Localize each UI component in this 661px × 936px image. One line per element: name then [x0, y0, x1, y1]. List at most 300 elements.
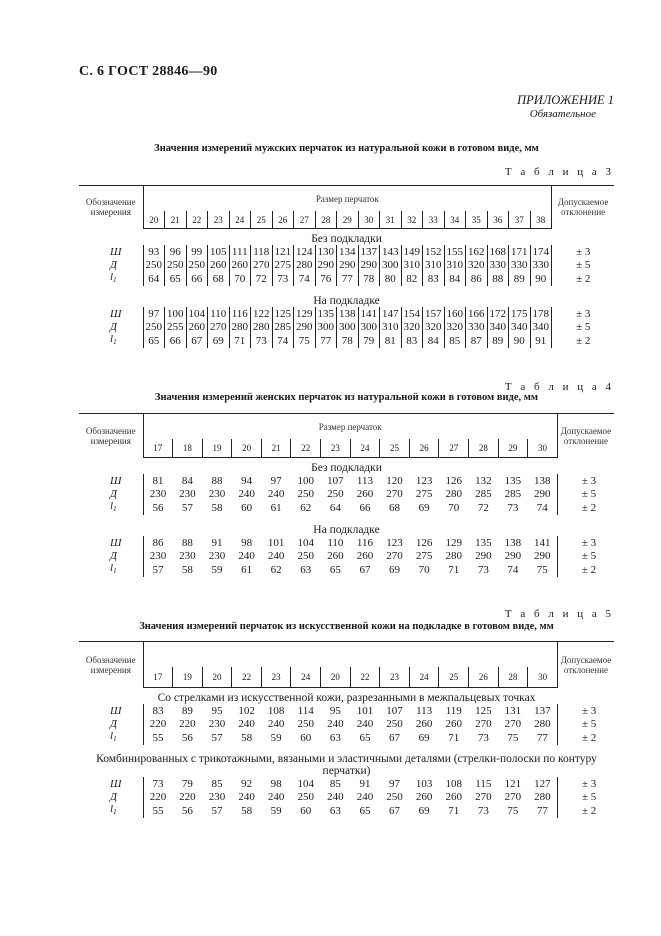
table5-value-cell: 220 [179, 717, 196, 730]
table4-value-cell: 275 [415, 487, 433, 500]
table4-value-cell: 230 [208, 549, 226, 562]
table5-value-cell: 97 [389, 777, 401, 790]
table3-value-cell: 143 [380, 245, 402, 258]
table3-value-cell: 121 [272, 245, 294, 258]
table4-row-label-text: Д [110, 549, 117, 562]
table4-row-label-text: Ш [110, 536, 122, 549]
table4-value-cell: 260 [327, 549, 344, 562]
table3-value-cell: 154 [401, 307, 423, 320]
table5-row-label-text: Ш [110, 777, 122, 790]
table4-value-cell: 100 [297, 474, 315, 487]
table3-value-cell: 250 [186, 258, 208, 271]
table3-label: Т а б л и ц а 3 [504, 166, 614, 178]
table3-value-cell: 125 [272, 307, 294, 320]
table3-value-cell: 118 [251, 245, 273, 258]
table4-value-cell: 63 [300, 563, 312, 576]
table3-tolerance-cell: ± 3 [576, 245, 591, 258]
table3-tolerance-header: Допускаемое отклонение [552, 186, 615, 229]
table4-value-cell: 69 [418, 501, 430, 514]
table4-size-cell: 23 [321, 439, 351, 458]
table5-value-cell: 240 [327, 717, 344, 730]
table3-size-cell: 20 [143, 211, 165, 229]
table4-value-cell: 280 [445, 549, 462, 562]
table3-tolerance-cell: ± 2 [576, 272, 591, 285]
table4-value-cell: 70 [418, 563, 430, 576]
table4-value-cell: 58 [211, 501, 223, 514]
table4-value-cell: 290 [504, 549, 522, 562]
table4-value-cell: 132 [475, 474, 492, 487]
table5-value-cell: 280 [528, 717, 558, 730]
table4-size-cell: 26 [409, 439, 439, 458]
table3-value-cell: 171 [509, 245, 531, 258]
table4-value-cell: 260 [356, 487, 374, 500]
table3-value-cell: 290 [315, 258, 337, 271]
table4-value-cell: 120 [386, 474, 403, 487]
table5-value-cell: 113 [416, 704, 433, 717]
table3-value-cell: 260 [229, 258, 251, 271]
table5-value-cell: 114 [297, 704, 314, 717]
table4-value-cell: 59 [211, 563, 223, 576]
table3-tolerance-cell: ± 5 [576, 258, 591, 271]
table3-value-cell: 116 [229, 307, 251, 320]
table3-size-cell: 33 [423, 211, 445, 229]
table5-value-cell: 95 [211, 704, 223, 717]
table4-tolerance-cell: ± 2 [581, 563, 597, 576]
table3-value-cell: 300 [337, 320, 359, 333]
table5-size-cell: 20 [321, 667, 351, 688]
table3-size-cell: 28 [315, 211, 337, 229]
table5-value-cell: 270 [504, 790, 522, 803]
table3-value-cell: 84 [444, 271, 466, 286]
table4-value-cell: 74 [528, 500, 558, 515]
table3-value-cell: 340 [487, 320, 509, 333]
table3-value-cell: 320 [401, 320, 423, 333]
table5-value-cell: 98 [270, 777, 282, 790]
table3-value-cell: 330 [530, 258, 552, 271]
table3-row-label-text: Д [110, 320, 117, 333]
table3-row-label [79, 333, 143, 348]
table5-value-cell: 67 [389, 804, 401, 817]
table3-value-cell: 178 [530, 307, 552, 320]
table3-value-cell: 135 [315, 307, 337, 320]
table5-value-cell: 57 [211, 804, 223, 817]
table5-value-cell: 131 [504, 704, 522, 717]
table4-value-cell: 290 [528, 549, 558, 562]
table5-data-row [79, 704, 614, 717]
table4-value-cell: 107 [327, 474, 344, 487]
table3-value-cell: 172 [487, 307, 509, 320]
table4-value-cell: 230 [179, 549, 196, 562]
table5-size-cell: 25 [439, 667, 469, 688]
table5-size-cell: 28 [498, 667, 528, 688]
table3-row-label-sub: 1 [113, 338, 117, 346]
table3-value-cell: 162 [466, 245, 488, 258]
table3-value-cell: 110 [208, 307, 230, 320]
table4-value-cell: 110 [327, 536, 344, 549]
table5-size-cell: 26 [469, 667, 499, 688]
table3-row-label [79, 258, 143, 271]
table3-section-title-row [79, 229, 614, 246]
table3-section-title: Без подкладки [311, 232, 382, 245]
table5-value-cell: 240 [267, 790, 285, 803]
table5-value-cell: 59 [270, 804, 282, 817]
table4-data-row [79, 549, 614, 562]
table4-tolerance-header: Допускаемое отклонение [557, 414, 614, 458]
table4-tolerance-cell: ± 3 [581, 474, 597, 487]
table5-value-cell: 83 [152, 704, 164, 717]
table4-value-cell: 62 [270, 563, 282, 576]
table4-value-cell: 57 [181, 501, 193, 514]
table5-value-cell: 270 [475, 717, 492, 730]
table4-value-cell: 135 [504, 474, 522, 487]
table3-size-cell: 22 [186, 211, 208, 229]
table3-value-cell: 70 [229, 271, 251, 286]
table4-value-cell: 230 [208, 487, 226, 500]
table4-size-cell: 28 [469, 439, 499, 458]
table4-value-cell: 113 [356, 474, 373, 487]
appendix-block [517, 93, 614, 121]
table4-row-label-text: Д [110, 487, 117, 500]
table3-value-cell: 290 [294, 320, 316, 333]
table3-row-label-sub: 1 [113, 276, 117, 284]
table5-value-cell: 67 [389, 731, 401, 744]
table4-value-cell: 250 [297, 549, 315, 562]
table5-value-cell: 240 [327, 790, 344, 803]
table5-row-label [79, 777, 143, 790]
table3-value-cell: 82 [401, 271, 423, 286]
table3-tolerance-cell: ± 2 [576, 334, 591, 347]
table4-label: Т а б л и ц а 4 [504, 381, 614, 393]
table5-value-cell: 92 [241, 777, 253, 790]
table5-size-cell: 22 [232, 667, 262, 688]
table5-value-cell: 250 [297, 717, 315, 730]
table3-designation-header: Обозначение измерения [79, 186, 143, 229]
table4-value-cell: 260 [356, 549, 374, 562]
table4-value-cell: 75 [528, 562, 558, 577]
table3-value-cell: 91 [530, 333, 552, 348]
table4-row-label [79, 474, 143, 487]
table4-tolerance-cell: ± 5 [581, 487, 597, 500]
table5-data-row [79, 717, 614, 730]
table4-value-cell: 98 [241, 536, 253, 549]
table3-value-cell: 152 [423, 245, 445, 258]
table3-value-cell: 90 [509, 333, 531, 348]
table3-value-cell: 74 [294, 271, 316, 286]
table5-designation-header: Обозначение измерения [79, 642, 143, 688]
table3-value-cell: 77 [337, 271, 359, 286]
table4-value-cell: 270 [386, 487, 403, 500]
table4-size-cell: 22 [291, 439, 321, 458]
table4-value-cell: 91 [211, 536, 223, 549]
page-header: С. 6 ГОСТ 28846—90 [79, 64, 218, 79]
table5-tolerance-cell: ± 5 [581, 790, 597, 803]
table5-value-cell: 58 [241, 731, 253, 744]
table4-row-label-text: l [110, 500, 114, 512]
table3-value-cell: 73 [251, 333, 273, 348]
table4-value-cell: 138 [528, 474, 558, 487]
table4-value-cell: 74 [507, 563, 519, 576]
table4-value-cell: 126 [415, 536, 433, 549]
table5-value-cell: 75 [507, 731, 519, 744]
table4-value-cell: 230 [149, 549, 167, 562]
table5-value-cell: 220 [179, 790, 196, 803]
table5-value-cell: 91 [359, 777, 371, 790]
table5-value-cell: 107 [386, 704, 403, 717]
table3-value-cell: 76 [315, 271, 337, 286]
table5-value-cell: 85 [329, 777, 341, 790]
table5-size-cell: 24 [409, 667, 439, 688]
table5-value-cell: 77 [528, 803, 558, 818]
table3-value-cell: 64 [143, 271, 165, 286]
table5-data-row [79, 803, 614, 818]
table4-value-cell: 67 [359, 563, 371, 576]
table4-value-cell: 101 [267, 536, 285, 549]
table3-value-cell: 130 [315, 245, 337, 258]
table3-value-cell: 104 [186, 307, 208, 320]
table5-value-cell: 260 [415, 790, 433, 803]
table3-value-cell: 320 [466, 258, 488, 271]
table4-size-cell: 18 [173, 439, 203, 458]
table4-value-cell: 70 [448, 501, 460, 514]
table3-value-cell: 166 [466, 307, 488, 320]
table4-value-cell: 290 [528, 487, 558, 500]
table4-size-cell: 19 [202, 439, 232, 458]
table4-value-cell: 73 [507, 501, 519, 514]
table5-value-cell: 69 [418, 804, 430, 817]
table3-value-cell: 84 [423, 333, 445, 348]
table4-value-cell: 290 [475, 549, 492, 562]
table4-value-cell: 60 [241, 501, 253, 514]
table3-value-cell: 155 [444, 245, 466, 258]
table4-value-cell: 62 [300, 501, 312, 514]
table5-value-cell: 73 [152, 777, 164, 790]
table4-row-label [79, 487, 143, 500]
table5-value-cell: 69 [418, 731, 430, 744]
table3-value-cell: 138 [337, 307, 359, 320]
table3-tolerance-cell: ± 3 [576, 307, 591, 320]
table5-section-title: Со стрелками из искусственной кожи, разрезанными в межпальцевых точках [157, 691, 536, 704]
table4-size-cell: 24 [350, 439, 380, 458]
table5-row-label-text: Д [110, 717, 117, 730]
table4-value-cell: 97 [270, 474, 282, 487]
table3-value-cell: 69 [208, 333, 230, 348]
table5-row-label [79, 704, 143, 717]
table3-value-cell: 89 [509, 271, 531, 286]
table3-data-row [79, 258, 614, 271]
table4-value-cell: 141 [528, 536, 558, 549]
table5-value-cell: 119 [445, 704, 462, 717]
table4-value-cell: 240 [267, 487, 285, 500]
table4-tolerance-cell: ± 5 [581, 549, 597, 562]
table5-value-cell: 104 [297, 777, 315, 790]
table3-value-cell: 310 [444, 258, 466, 271]
table3-value-cell: 260 [208, 258, 230, 271]
table3-value-cell: 93 [143, 245, 165, 258]
table3-caption: Значения измерений мужских перчаток из натуральной кожи в готовом виде, мм [154, 143, 539, 154]
table5-size-cell: 19 [173, 667, 203, 688]
table4-section-title-row [79, 458, 614, 475]
table4-section-title-row [79, 515, 614, 536]
table4-value-cell: 81 [152, 474, 164, 487]
table4-size-cell: 17 [143, 439, 173, 458]
table3-value-cell: 280 [251, 320, 273, 333]
table4-row-label-sub: 1 [113, 505, 117, 513]
table5-value-cell: 77 [528, 730, 558, 745]
table3-value-cell: 89 [487, 333, 509, 348]
table3-data-row [79, 271, 614, 286]
table3-size-cell: 34 [444, 211, 466, 229]
table5-size-cell: 17 [143, 667, 173, 688]
table4-value-cell: 61 [270, 501, 282, 514]
table5-row-label-text: l [110, 730, 114, 742]
table3-size-cell: 32 [401, 211, 423, 229]
table4-value-cell: 250 [327, 487, 344, 500]
table3-size-cell: 26 [272, 211, 294, 229]
table3-value-cell: 270 [208, 320, 230, 333]
table4-value-cell: 64 [329, 501, 341, 514]
table5-value-cell: 55 [152, 731, 164, 744]
table5-caption: Значения измерений перчаток из искусственной кожи на подкладке в готовом виде, мм [139, 621, 554, 632]
table5-size-header [143, 642, 557, 668]
table4-value-cell: 275 [415, 549, 433, 562]
table5-size-row [79, 667, 614, 688]
table3-value-cell: 79 [358, 333, 380, 348]
table3-size-cell: 24 [229, 211, 251, 229]
table3-value-cell: 111 [229, 245, 251, 258]
table5-size-cell: 22 [350, 667, 380, 688]
table3-value-cell: 330 [466, 320, 488, 333]
table3-value-cell: 141 [358, 307, 380, 320]
table3-value-cell: 73 [272, 271, 294, 286]
table5-value-cell: 56 [181, 731, 193, 744]
table5-row-label [79, 803, 143, 818]
table4-value-cell: 73 [477, 563, 489, 576]
table4-size-cell: 21 [261, 439, 291, 458]
table3-value-cell: 97 [143, 307, 165, 320]
table5-tolerance-cell: ± 3 [581, 777, 597, 790]
table3-size-cell: 27 [294, 211, 316, 229]
table5-size-cell: 23 [261, 667, 291, 688]
table5-value-cell: 63 [329, 731, 341, 744]
table5-row-label [79, 790, 143, 803]
table3-value-cell: 147 [380, 307, 402, 320]
table4-section-title: Без подкладки [311, 461, 382, 474]
table4-row-label-text: Ш [110, 474, 122, 487]
table3-value-cell: 74 [272, 333, 294, 348]
table4-data-row [79, 500, 614, 515]
table4-value-cell: 240 [238, 549, 255, 562]
table5-value-cell: 250 [386, 717, 403, 730]
table3-size-header: Размер перчаток [143, 186, 552, 212]
table5-value-cell: 60 [300, 731, 312, 744]
table3-value-cell: 65 [143, 333, 165, 348]
table3-value-cell: 280 [229, 320, 251, 333]
table4-data-row [79, 536, 614, 549]
table5-data-row [79, 777, 614, 790]
table5-tolerance-cell: ± 2 [581, 731, 597, 744]
table5-value-cell: 63 [329, 804, 341, 817]
table5-value-cell: 250 [297, 790, 315, 803]
table4-value-cell: 84 [181, 474, 193, 487]
table5-value-cell: 240 [238, 790, 255, 803]
appendix-subtitle: Обязательное [529, 108, 596, 120]
table3-value-cell: 330 [509, 258, 531, 271]
table3-value-cell: 72 [251, 271, 273, 286]
table5-tolerance-header: Допускаемое отклонение [557, 642, 614, 688]
table4-value-cell: 138 [504, 536, 522, 549]
table3-value-cell: 68 [208, 271, 230, 286]
table5-row-label-text: Д [110, 790, 117, 803]
table5-value-cell: 280 [528, 790, 558, 803]
table3-size-cell: 31 [380, 211, 402, 229]
table5-value-cell: 115 [475, 777, 492, 790]
table5-header-row [79, 642, 614, 668]
table3-value-cell: 168 [487, 245, 509, 258]
table5-label: Т а б л и ц а 5 [504, 608, 614, 620]
table3-value-cell: 83 [423, 271, 445, 286]
table5-data-row [79, 730, 614, 745]
table4-value-cell: 270 [386, 549, 403, 562]
table5-value-cell: 55 [152, 804, 164, 817]
table3-value-cell: 78 [358, 271, 380, 286]
table4-value-cell: 230 [149, 487, 167, 500]
table4-value-cell: 56 [152, 501, 164, 514]
table4-section-title: На подкладке [313, 523, 380, 536]
table3-value-cell: 129 [294, 307, 316, 320]
table5-value-cell: 58 [241, 804, 253, 817]
table4-value-cell: 69 [389, 563, 401, 576]
table4-tolerance-cell: ± 2 [581, 501, 597, 514]
table3-value-cell: 81 [380, 333, 402, 348]
table4-data-row [79, 474, 614, 487]
table3-value-cell: 175 [509, 307, 531, 320]
table5-value-cell: 75 [507, 804, 519, 817]
table3-value-cell: 280 [294, 258, 316, 271]
table5-value-cell: 57 [211, 731, 223, 744]
table5-value-cell: 65 [359, 804, 371, 817]
table5-size-cell: 30 [528, 667, 558, 688]
table5-value-cell: 260 [445, 790, 462, 803]
table3-value-cell: 260 [186, 320, 208, 333]
table5-value-cell: 59 [270, 731, 282, 744]
table3-value-cell: 75 [294, 333, 316, 348]
table3-value-cell: 137 [358, 245, 380, 258]
table3-value-cell: 105 [208, 245, 230, 258]
table4-value-cell: 66 [359, 501, 371, 514]
table4-row-label [79, 500, 143, 515]
table4-value-cell: 68 [389, 501, 401, 514]
table4-value-cell: 123 [386, 536, 403, 549]
table3-value-cell: 285 [272, 320, 294, 333]
table3-value-cell: 340 [530, 320, 552, 333]
table5-value-cell: 270 [504, 717, 522, 730]
table3 [79, 185, 614, 348]
table5-value-cell: 108 [445, 777, 462, 790]
table5-data-row [79, 790, 614, 803]
table3-value-cell: 96 [165, 245, 187, 258]
table3-value-cell: 90 [530, 271, 552, 286]
table5-value-cell: 127 [528, 777, 558, 790]
table5-row-label-sub: 1 [113, 735, 117, 743]
table4-value-cell: 240 [238, 487, 255, 500]
table4-value-cell: 285 [475, 487, 492, 500]
table4-data-row [79, 487, 614, 500]
table5-value-cell: 220 [149, 790, 167, 803]
table5-value-cell: 108 [267, 704, 285, 717]
table4-value-cell: 72 [477, 501, 489, 514]
table5-value-cell: 73 [477, 731, 489, 744]
table4-value-cell: 88 [181, 536, 193, 549]
